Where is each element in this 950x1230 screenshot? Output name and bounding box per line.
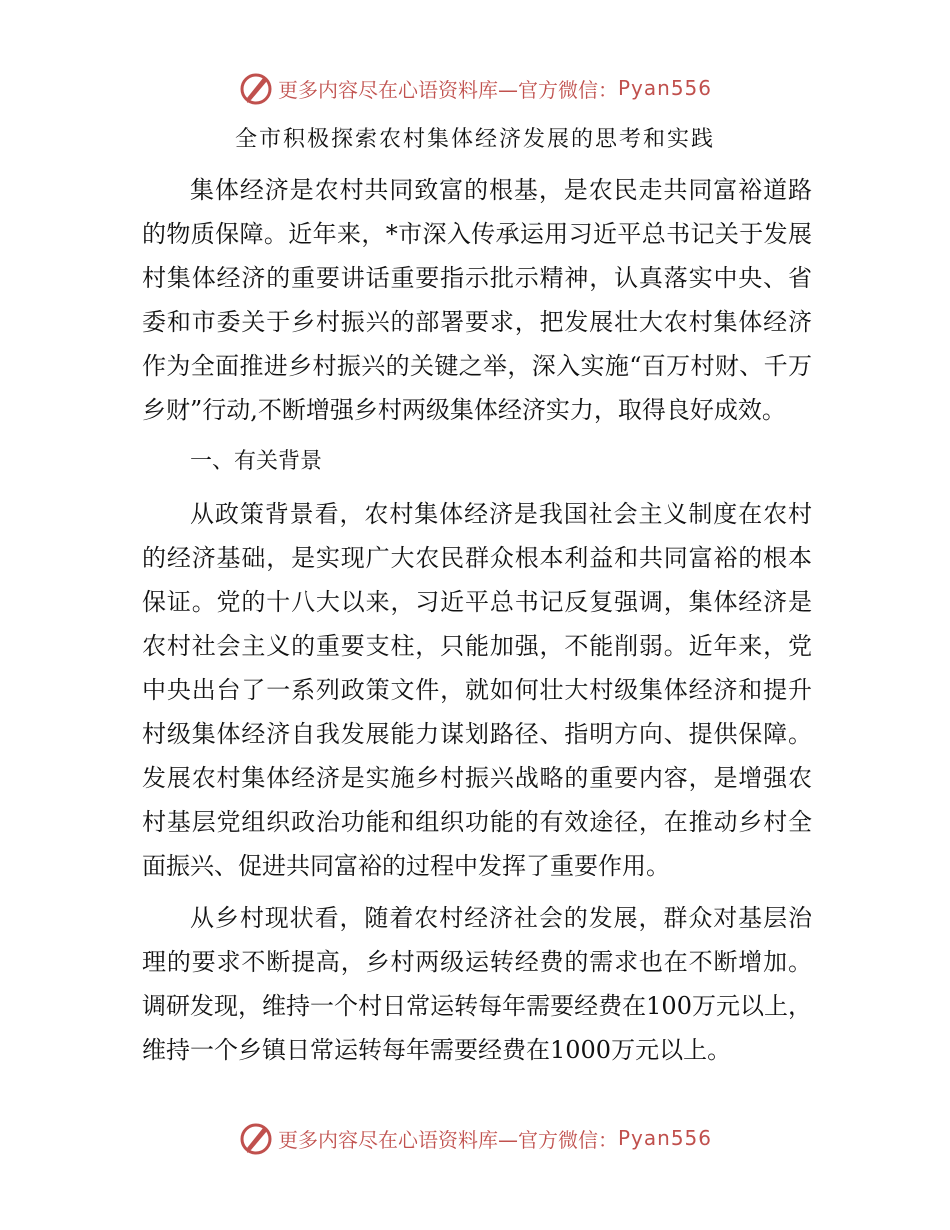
- banner-wechat-id: Pyan556: [617, 76, 712, 100]
- rural-status-paragraph: 从乡村现状看，随着农村经济社会的发展，群众对基层治理的要求不断提高，乡村两级运转经费的需求也在不断增加。调研发现，维持一个村日常运转每年需要经费在100万元以上，维持一个乡镇日常运转每年需要经费在1000万元以上。: [142, 904, 812, 1064]
- quill-pen-seal-icon: [238, 70, 274, 106]
- document-title: 全市积极探索农村集体经济发展的思考和实践: [234, 127, 715, 152]
- policy-background-paragraph: 从政策背景看，农村集体经济是我国社会主义制度在农村的经济基础，是实现广大农民群众根本利益和共同富裕的根本保证。党的十八大以来，习近平总书记反复强调，集体经济是农村社会主义的重要支柱，只能加强，不能削弱。近年来，党中央出台了一系列政策文件，就如何壮大村级集体经济和提升村级集体经济自我发展能力谋划路径、指明方向、提供保障。发展农村集体经济是实施乡村振兴战略的重要内容，是增强农村基层党组织政治功能和组织功能的有效途径，在推动乡村全面振兴、促进共同富裕的过程中发挥了重要作用。: [142, 500, 812, 880]
- footer-watermark-banner: [0, 1118, 950, 1158]
- section-heading: 一、有关背景: [190, 449, 323, 474]
- banner-text: 更多内容尽在心语资料库—官方微信：: [277, 1127, 618, 1152]
- header-watermark-banner: [0, 68, 950, 108]
- banner-wechat-id: Pyan556: [617, 1126, 712, 1150]
- banner-text: 更多内容尽在心语资料库—官方微信：: [277, 77, 618, 102]
- document-body: [142, 168, 812, 1080]
- intro-paragraph: 集体经济是农村共同致富的根基，是农民走共同富裕道路的物质保障。近年来，*市深入传承运用习近平总书记关于发展村集体经济的重要讲话重要指示批示精神，认真落实中央、省委和市委关于乡村振兴的部署要求，把发展壮大农村集体经济作为全面推进乡村振兴的关键之举，深入实施“百万村财、千万乡财”行动,不断增强乡村两级集体经济实力，取得良好成效。: [142, 176, 812, 424]
- quill-pen-seal-icon: [238, 1120, 274, 1156]
